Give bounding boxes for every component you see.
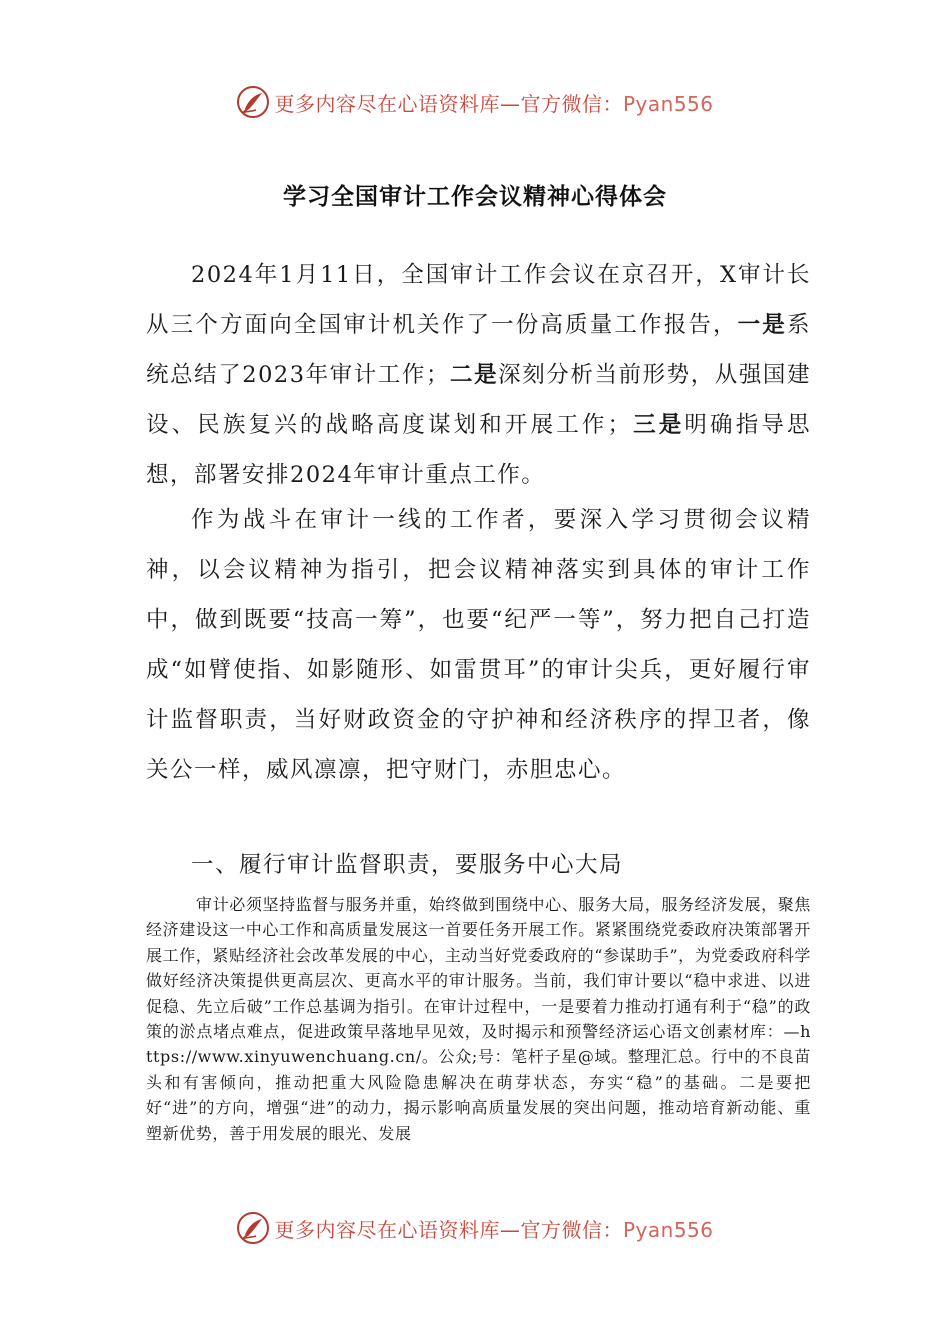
pen-logo-icon [236, 1211, 270, 1245]
watermark-text: 更多内容尽在心语资料库—官方微信：Pyan556 [274, 1217, 714, 1242]
watermark-text: 更多内容尽在心语资料库—官方微信：Pyan556 [274, 91, 714, 116]
document-title: 学习全国审计工作会议精神心得体会 [283, 184, 667, 210]
watermark-wechat-id: Pyan556 [622, 1217, 714, 1242]
emphasis-first: 一是 [737, 312, 787, 338]
paragraph-intro: 2024年1月11日，全国审计工作会议在京召开，X审计长从三个方面向全国审计机关作了一份高质量工作报告，一是系统总结了2023年审计工作；二是深刻分析当前形势，从强国建设、民族复兴的战略高度谋划和开展工作；三是明确指导思想，部署安排2024年审计重点工作。 [146, 262, 811, 488]
watermark-banner-bottom [0, 1208, 950, 1248]
pen-logo-icon [236, 85, 270, 119]
paragraph-commitment: 作为战斗在审计一线的工作者，要深入学习贯彻会议精神，以会议精神为指引，把会议精神落实到具体的审计工作中，做到既要“技高一筹”，也要“纪严一等”，努力把自己打造成“如臂使指、如影随形、如雷贯耳”的审计尖兵，更好履行审计监督职责，当好财政资金的守护神和经济秩序的捍卫者，像关公一样，威风凛凛，把守财门，赤胆忠心。 [146, 507, 811, 783]
section-heading-1: 一、履行审计监督职责，要服务中心大局 [191, 852, 624, 878]
emphasis-second: 二是 [449, 362, 499, 388]
section-body-1: 审计必须坚持监督与服务并重，始终做到围绕中心、服务大局，服务经济发展，聚焦经济建设这一中心工作和高质量发展这一首要任务开展工作。紧紧围绕党委政府决策部署开展工作，紧贴经济社会改革发展的中心，主动当好党委政府的“参谋助手”，为党委政府科学做好经济决策提供更高层次、更高水平的审计服务。当前，我们审计要以“稳中求进、以进促稳、先立后破”工作总基调为指引。在审计过程中，一是要着力推动打通有利于“稳”的政策的淤点堵点难点，促进政策早落地早见效，及时揭示和预警经济运心语文创素材库：—https://www.xinyuwenchuang.cn/。公众;号：笔杆子星@域。整理汇总。行中的不良苗头和有害倾向，推动把重大风险隐患解决在萌芽状态，夯实“稳”的基础。二是要把好“进”的方向，增强“进”的动力，揭示影响高质量发展的突出问题，推动培育新动能、重塑新优势，善于用发展的眼光、发展 [146, 895, 811, 1143]
emphasis-third: 三是 [631, 412, 685, 438]
watermark-wechat-id: Pyan556 [622, 91, 714, 116]
watermark-banner-top [0, 82, 950, 122]
